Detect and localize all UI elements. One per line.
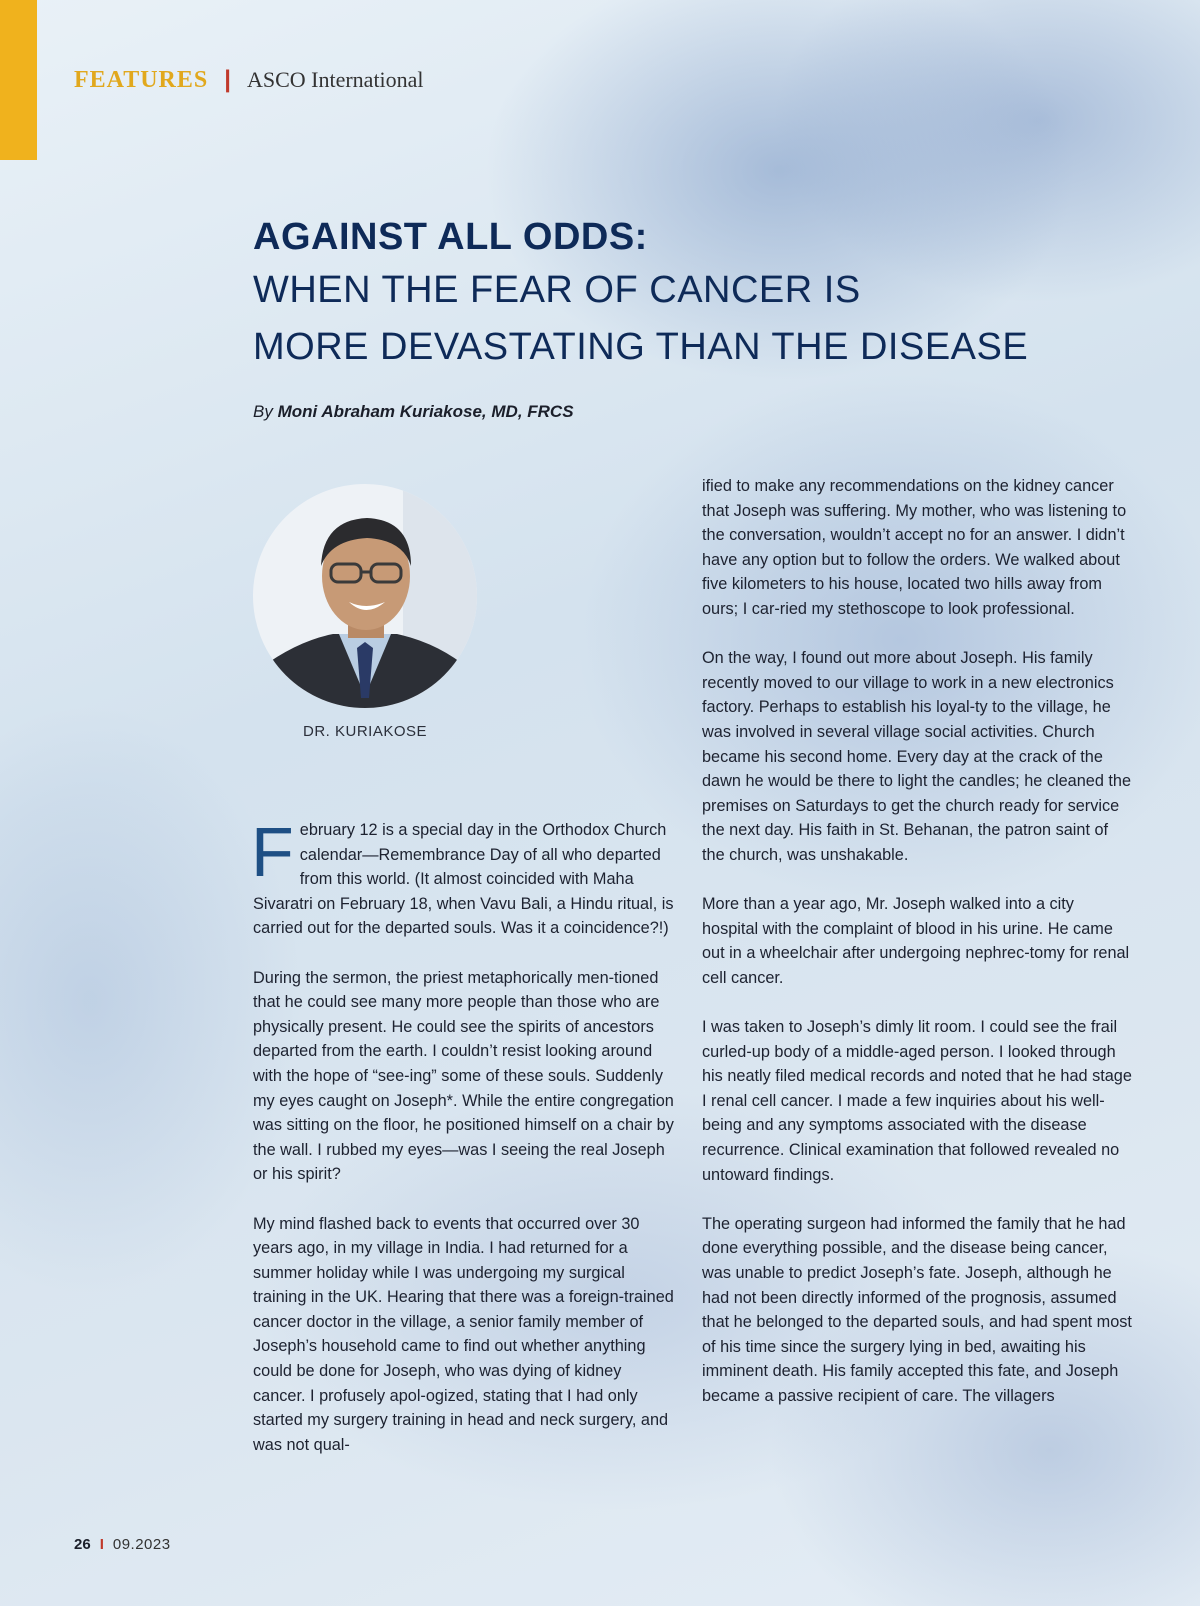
byline (253, 402, 574, 422)
paragraph: I was taken to Joseph’s dimly lit room. I could see the frail curled-up body of a middle-aged person. I looked through his neatly filed medical records and noted that he had stage I renal cell cancer. I made a few inquiries about his well-being and any symptoms associated with the disease recurrence. Clinical examination that followed revealed no untoward findings. (702, 1018, 1132, 1184)
byline-author: Moni Abraham Kuriakose, MD, FRCS (277, 402, 574, 421)
accent-bar (0, 0, 37, 160)
paragraph-text: ebruary 12 is a special day in the Orthodox Church calendar—Remembrance Day of all who departed from this world. (It almost coincided with Maha Sivaratri on February 18, when Vavu Bali, a Hindu ritual, is carried out for the departed souls. Was it a coincidence?!) (253, 821, 674, 938)
paragraph: The operating surgeon had informed the family that he had done everything possible, and the disease being cancer, was unable to predict Joseph’s fate. Joseph, although he had not been directly informed of the prognosis, assumed that he belonged to the departed souls, and had spent most of his time since the surgery lying in bed, awaiting his imminent death. His family accepted this fate, and Joseph became a passive recipient of care. The villagers (702, 1214, 1132, 1405)
page-footer (74, 1536, 171, 1553)
article-column-left (251, 813, 675, 1482)
section-label: FEATURES (74, 66, 209, 93)
section-subtitle: ASCO International (246, 67, 424, 92)
photo-caption: DR. KURIAKOSE (302, 723, 428, 740)
section-separator: | (224, 66, 231, 93)
drop-cap: F (251, 813, 294, 891)
byline-prefix: By (253, 402, 273, 421)
paragraph: My mind flashed back to events that occurred over 30 years ago, in my village in India. I had returned for a summer holiday while I was undergoing my surgical training in the UK. Hearing that there was a foreign-trained cancer doctor in the village, a senior family member of Joseph’s household came to find out whether anything could be done for Joseph, who was dying of kidney cancer. I profusely apol-ogized, stating that I had only started my surgery training in head and neck surgery, and was not qual- (253, 1214, 674, 1454)
issue-date: 09.2023 (112, 1536, 171, 1553)
paragraph: ified to make any recommendations on the kidney cancer that Joseph was suffering. My mother, who was listening to the conversation, wouldn’t accept no for an answer. I didn’t have any option but to follow the orders. We walked about five kilometers to his house, located two hills away from ours; I car-ried my stethoscope to look professional. (702, 477, 1127, 618)
paragraph (251, 813, 675, 941)
section-header (74, 66, 424, 94)
paragraph: On the way, I found out more about Joseph. His family recently moved to our village to work in a new electronics factory. Perhaps to establish his loyal-ty to the village, he was involved in several village social activities. Church became his second home. Every day at the crack of the dawn he would be there to light the candles; he cleaned the premises on Saturdays to get the church ready for service the next day. His faith in St. Behanan, the patron saint of the church, was unshakable. (702, 649, 1132, 864)
author-portrait (253, 484, 477, 708)
title-subline-2: MORE DEVASTATING THAN THE DISEASE (253, 326, 1029, 368)
article-column-right (702, 474, 1132, 1433)
title-main: AGAINST ALL ODDS: (253, 216, 648, 258)
title-subline-1: WHEN THE FEAR OF CANCER IS (253, 269, 861, 311)
page-number: 26 (74, 1536, 91, 1553)
paragraph: More than a year ago, Mr. Joseph walked into a city hospital with the complaint of blood in his urine. He came out in a wheelchair after undergoing nephrec-tomy for renal cell cancer. (702, 895, 1130, 987)
article-title (253, 212, 1153, 376)
portrait-illustration (253, 484, 477, 708)
footer-separator: I (99, 1536, 104, 1553)
paragraph: During the sermon, the priest metaphorically men-tioned that he could see many more people than those who are physically present. He could see the spirits of ancestors departed from the earth. I couldn’t resist looking around with the hope of “see-ing” some of these souls. Suddenly my eyes caught on Joseph*. While the entire congregation was sitting on the floor, he positioned himself on a chair by the wall. I rubbed my eyes—was I seeing the real Joseph or his spirit? (253, 968, 674, 1184)
